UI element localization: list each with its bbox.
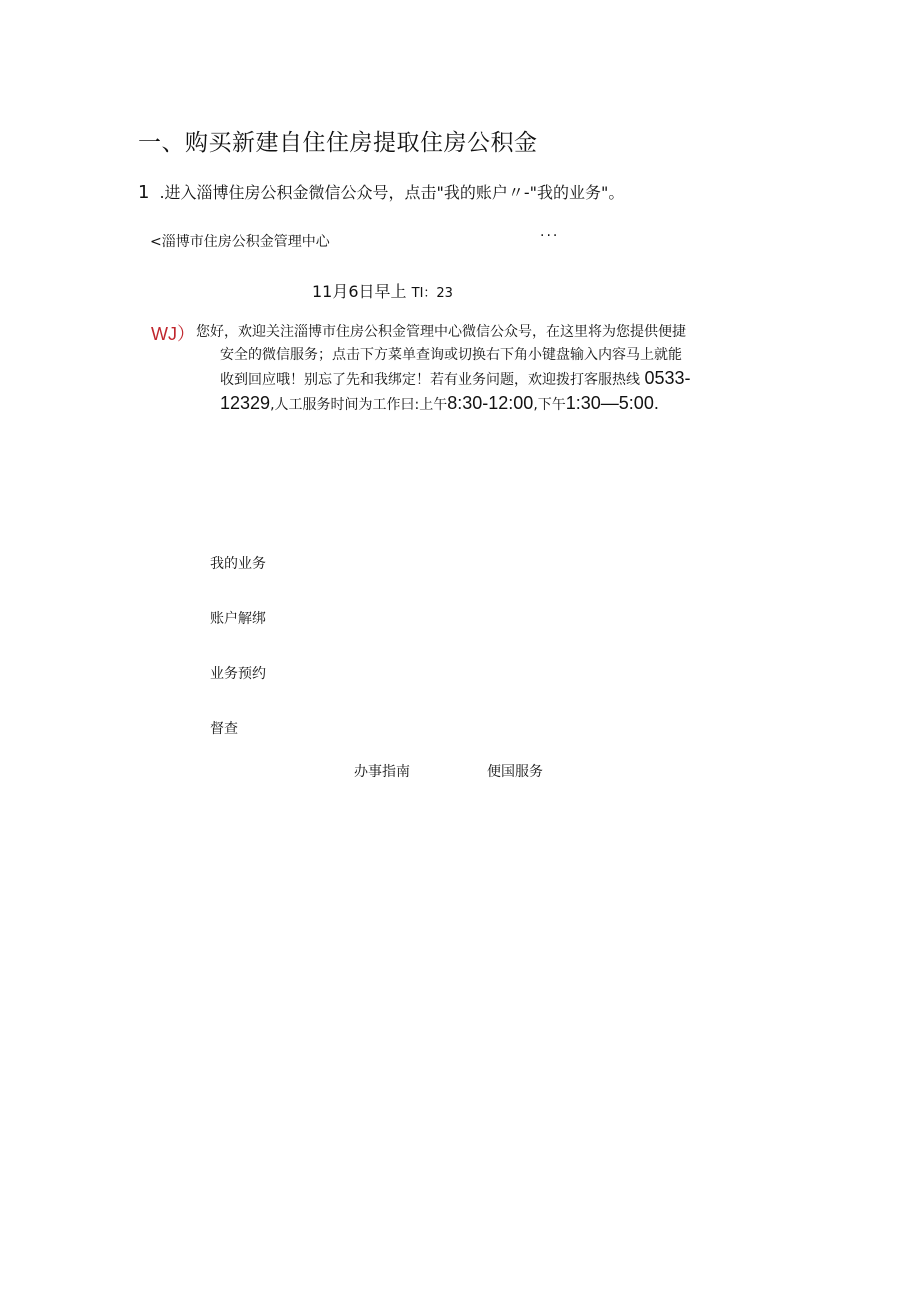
timestamp-suffix: TI：23 [411,286,453,301]
submenu-item-my-business[interactable]: 我的业务 [210,556,266,572]
submenu-item-unbind-account[interactable]: 账户解绑 [210,611,266,627]
message-line-3 [196,367,726,392]
step-number: 1 [138,182,150,203]
hotline-part-2: 12329 [220,393,271,413]
submenu-item-appointment[interactable]: 业务预约 [210,666,266,682]
message-timestamp [312,279,453,302]
morning-hours: 8:30-12:00 [447,393,534,413]
submenu-item-supervision[interactable]: 督查 [210,721,238,737]
message-line-3-text: 收到回应哦！别忘了先和我绑定！若有业务问题，欢迎拨打客服热线 [220,372,640,388]
section-heading: 一、购买新建自住住房提取住房公积金 [138,130,538,156]
step-instruction [138,180,624,203]
service-hours-label: ,人工服务时间为工作曰:上午 [270,397,448,413]
hotline-part-1: 0533- [644,368,691,388]
menu-tab-guide[interactable]: 办事指南 [354,764,410,780]
menu-tab-service[interactable]: 便国服务 [487,764,543,780]
afternoon-label: ,下午 [533,397,566,413]
timestamp-main: 11月6日早上 [312,282,407,301]
message-line-1: 您好，欢迎关注淄博市住房公积金管理中心微信公众号，在这里将为您提供便捷 [196,324,686,340]
welcome-message [196,321,726,417]
step-text: .进入淄博住房公积金微信公众号，点击"我的账户〃-"我的业务"。 [159,183,625,202]
back-title-button[interactable]: <淄博市住房公积金管理中心 [150,234,330,250]
message-line-4 [196,392,726,417]
message-line-2: 安全的微信服务；点击下方菜单查询或切换右下角小键盘输入内容马上就能 [220,347,682,363]
sender-avatar: WJ） [151,324,195,344]
afternoon-hours: 1:30—5:00. [565,393,659,413]
more-options-icon[interactable]: ··· [540,228,560,244]
